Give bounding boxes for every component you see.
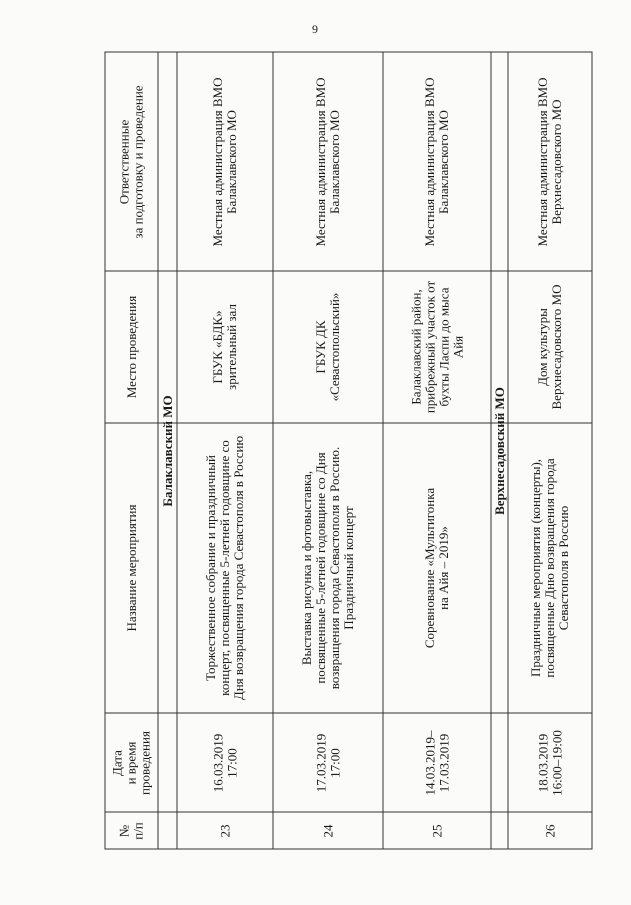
row-23-name: Торжественное собрание и праздничный концерт, посвященные 5-летней годовщине со Дня возвращения города Севастополя в Россию: [203, 435, 246, 701]
row-26-resp: Местная администрация ВМО Верхнесадовского МО: [535, 77, 564, 247]
header-num: № п/п: [116, 821, 146, 840]
row-23-place: ГБУК «БДК» зрительный зал: [210, 304, 239, 390]
row-23-resp: Местная администрация ВМО Балаклавского МО: [210, 77, 239, 247]
group-title-balaklava: Балаклавский МО: [159, 394, 175, 507]
row-23-date: 16.03.2019 17:00: [210, 733, 239, 792]
row-25-date: 14.03.2019– 17.03.2019: [422, 730, 451, 795]
row-24-num: 24: [320, 824, 335, 837]
row-25-name: Соревнование «Мультигонка на Айя – 2019»: [422, 487, 451, 649]
row-24-date: 17.03.2019 17:00: [313, 733, 342, 792]
row-24-place: ГБУК ДК «Севастопольский»: [313, 292, 342, 402]
row-25-resp: Местная администрация ВМО Балаклавского МО: [422, 77, 451, 247]
group-title-verkhnesadovsky: Верхнесадовский МО: [491, 386, 507, 515]
page-number: 9: [312, 22, 318, 36]
row-25-place: Балаклавский район, прибрежный участок от бухты Ласпи до мыса Айя: [408, 280, 465, 414]
row-23-num: 23: [217, 824, 232, 837]
header-date: Дата и время проведения: [109, 730, 153, 795]
row-26-place: Дом культуры Верхнесадовского МО: [535, 284, 564, 410]
row-26-name: Праздничные мероприятия (концерты), посвященные Дню возвращения города Севастополя в Россию: [528, 458, 571, 678]
row-25-num: 25: [429, 824, 444, 837]
header-place: Место проведения: [123, 295, 139, 399]
row-24-name: Выставка рисунка и фотовыставка, посвященные 5-летней годовщине со Дня возвращения города Севастополя в Россию. Праздничный концерт: [299, 446, 356, 690]
header-name: Название мероприятия: [123, 504, 139, 632]
row-24-resp: Местная администрация ВМО Балаклавского МО: [313, 77, 342, 247]
header-resp: Ответственные за подготовку и проведение: [116, 84, 146, 239]
row-26-num: 26: [542, 824, 557, 837]
row-26-date: 18.03.2019 16:00–19:00: [535, 729, 564, 796]
